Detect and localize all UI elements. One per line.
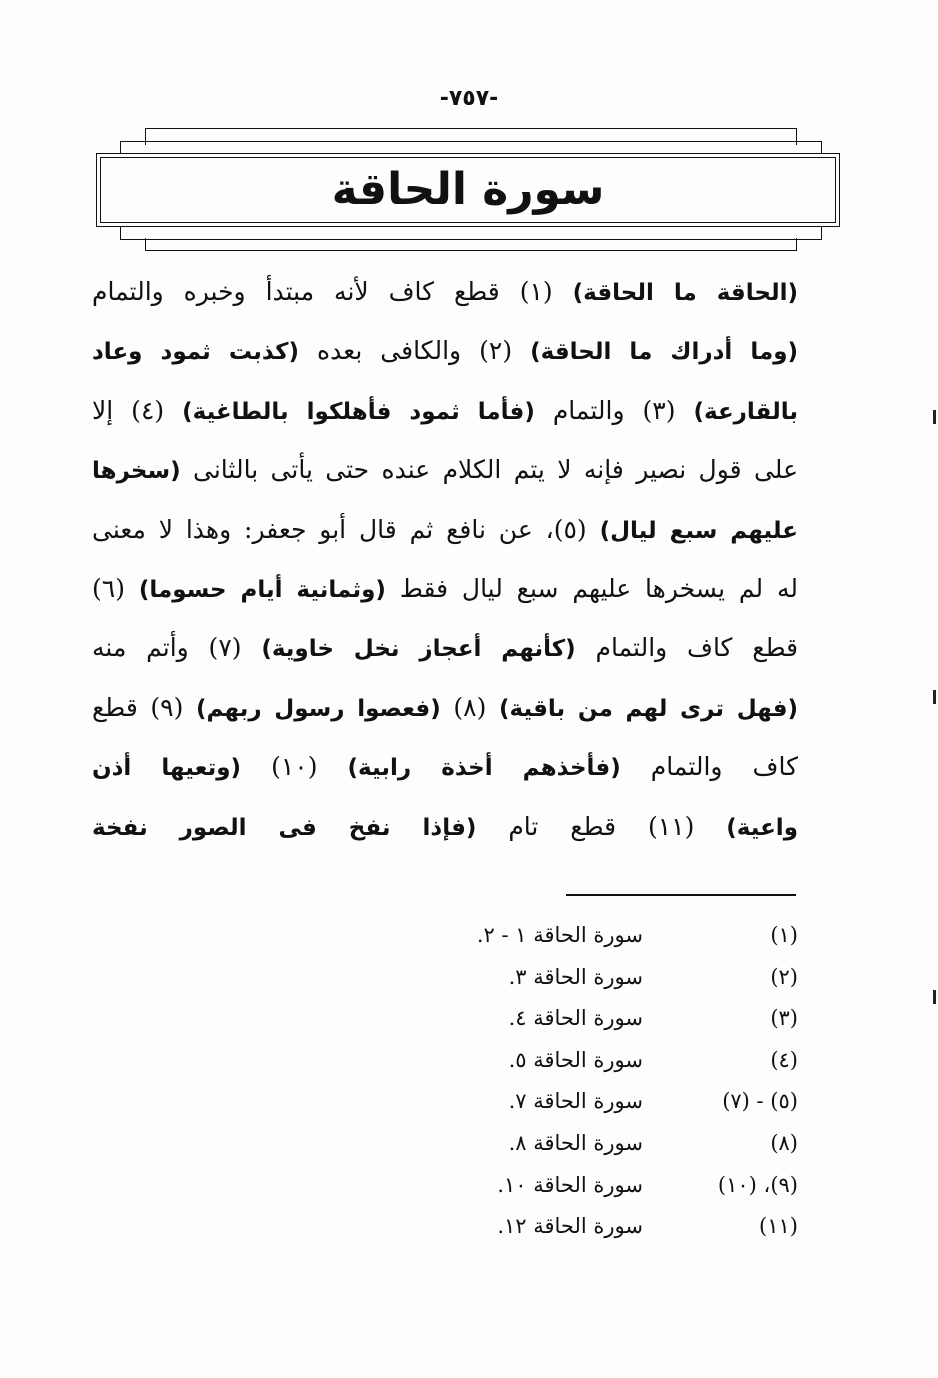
quran-quote: (وتعيها أذن [92, 755, 242, 782]
scan-edge-mark [933, 410, 936, 424]
footnotes [298, 915, 798, 1248]
quran-quote: (فأما ثمود فأهلكوا بالطاغية) [182, 398, 535, 425]
footnote-reference: سورة الحاقة ٨. [508, 1130, 643, 1155]
footnote [298, 957, 798, 999]
commentary-text: كاف والتمام [650, 752, 798, 782]
body-line [92, 737, 798, 796]
quran-quote: (كأنهم أعجاز نخل خاوية) [261, 636, 576, 663]
quran-quote: واعية) [726, 814, 798, 841]
commentary-text: (٤) إلا [92, 395, 165, 425]
commentary-text: (٩) قطع [92, 692, 184, 722]
scan-edge-mark [933, 990, 936, 1004]
footnote [298, 998, 798, 1040]
body-text [92, 262, 798, 856]
commentary-text: قطع كاف والتمام [595, 633, 798, 663]
footnote [298, 1040, 798, 1082]
commentary-text: (٣) والتمام [552, 395, 676, 425]
quran-quote: (فهل ترى لهم من باقية) [499, 695, 798, 722]
footnote [298, 1123, 798, 1165]
footnote-reference: سورة الحاقة ٣. [508, 964, 643, 989]
footnote-number: (٨) [770, 1130, 798, 1155]
commentary-text: (١١) قطع تام [508, 811, 695, 841]
footnote [298, 915, 798, 957]
footnote-number: (١) [770, 923, 798, 947]
title-frame-outer-bottom [145, 238, 797, 251]
body-line [92, 678, 798, 737]
footnote-reference: سورة الحاقة ٤. [508, 1006, 643, 1031]
footnote-number: (٤) [770, 1047, 798, 1072]
quran-quote: (سخرها [92, 458, 181, 485]
quran-quote: (الحاقة ما الحاقة) [572, 280, 798, 306]
footnote-reference: سورة الحاقة ١٠. [497, 1172, 643, 1197]
footnote-number: (١١) [759, 1214, 798, 1239]
body-line [92, 500, 798, 559]
page-number: -٧٥٧- [439, 86, 499, 111]
body-line [92, 440, 798, 499]
footnote-number: (٥) - (٧) [722, 1089, 798, 1114]
commentary-text: (٧) وأتم منه [92, 633, 242, 663]
quran-quote: (فإذا نفخ فى الصور نفخة [92, 814, 477, 841]
commentary-text: (٥)، عن نافع ثم قال أبو جعفر: وهذا لا معنى [92, 514, 587, 544]
commentary-text: له لم يسخرها عليهم سبع ليال فقط [399, 573, 798, 603]
footnote-reference: سورة الحاقة ٥. [508, 1047, 643, 1072]
footnote-divider [566, 894, 796, 896]
quran-quote: (فعصوا رسول ربهم) [196, 695, 441, 722]
quran-quote: عليهم سبع ليال) [599, 517, 798, 544]
footnote-number: (٢) [770, 964, 798, 989]
commentary-text: (٨) [453, 692, 487, 722]
body-line [92, 381, 798, 440]
body-line [92, 262, 798, 321]
footnote-reference: سورة الحاقة ١٢. [497, 1214, 643, 1239]
footnote [298, 1206, 798, 1248]
footnote [298, 1165, 798, 1207]
quran-quote: (كذبت ثمود وعاد [92, 339, 300, 366]
body-line [92, 559, 798, 618]
body-line [92, 797, 798, 856]
quran-quote: (وما أدراك ما الحاقة) [530, 339, 798, 366]
title-frame [96, 153, 840, 227]
commentary-text: (٦) [92, 573, 125, 603]
quran-quote: (وثمانية أيام حسوما) [138, 576, 386, 603]
commentary-text: (١) قطع كاف لأنه مبتدأ وخبره والتمام [92, 277, 553, 306]
footnote [298, 1081, 798, 1123]
footnote-number: (٩)، (١٠) [717, 1172, 798, 1197]
commentary-text: (١٠) [271, 752, 318, 782]
quran-quote: بالقارعة) [693, 398, 798, 425]
footnote-number: (٣) [770, 1006, 798, 1031]
surah-title: سورة الحاقة [331, 164, 605, 215]
body-line [92, 321, 798, 380]
body-line [92, 618, 798, 677]
footnote-reference: سورة الحاقة ١ - ٢. [476, 923, 643, 947]
commentary-text: (٢) والكافى بعده [317, 336, 513, 366]
scan-edge-mark [933, 690, 936, 704]
footnote-reference: سورة الحاقة ٧. [508, 1089, 643, 1114]
quran-quote: (فأخذهم أخذة رابية) [347, 755, 621, 782]
commentary-text: على قول نصير فإنه لا يتم الكلام عنده حتى يأتى بالثانى [193, 455, 798, 485]
